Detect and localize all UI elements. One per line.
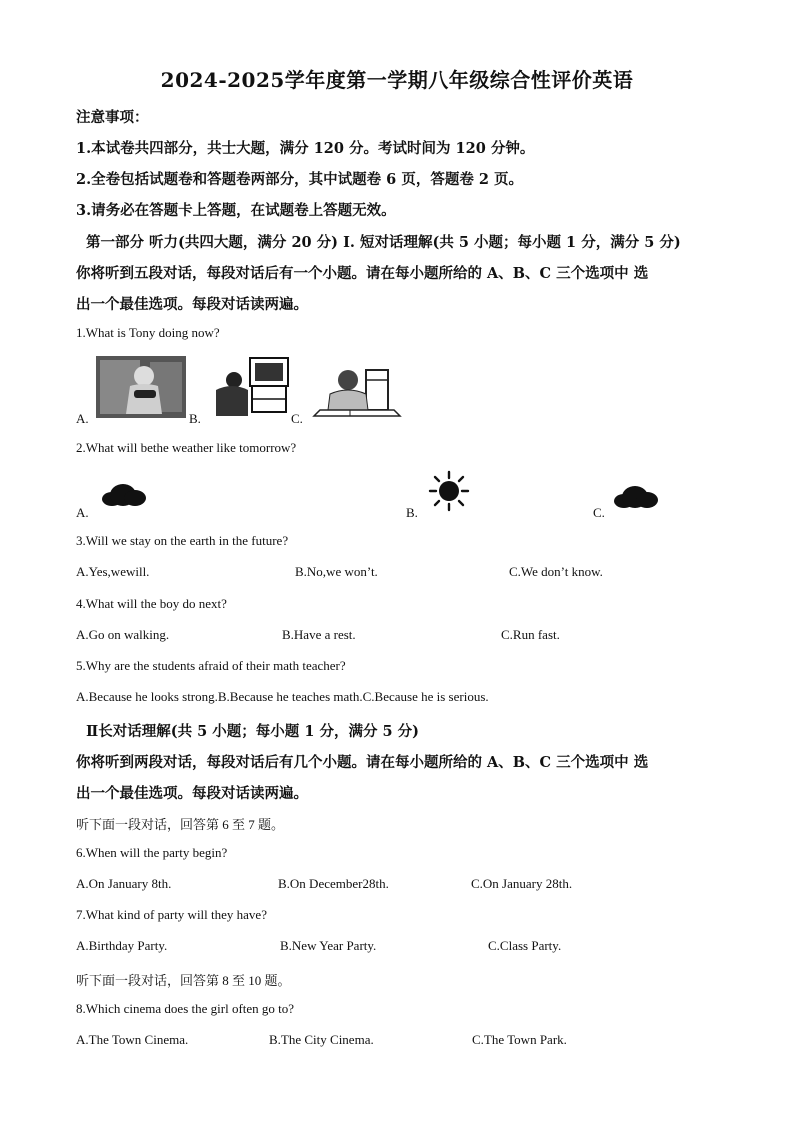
q4-option-c: C.Run fast. (501, 627, 560, 642)
q8-option-c: C.The Town Park. (472, 1032, 567, 1047)
cloud-icon (614, 486, 658, 508)
q5-options-line: A.Because he looks strong.B.Because he teaches math.C.Because he is serious. (76, 689, 489, 704)
question-5: 5.Why are the students afraid of their math teacher? (76, 658, 346, 673)
note-item-3: 3.请务必在答题卡上答题，在试题卷上答题无效。 (76, 202, 396, 219)
q1-option-b-label: B. (189, 411, 201, 426)
notes-heading: 注意事项： (76, 109, 149, 126)
question-3: 3.Will we stay on the earth in the future? (76, 533, 289, 548)
part2-instruction-line1: 你将听到两段对话，每段对话后有几个小题。请在每小题所给的 A、B、C 三个选项中 选 (76, 754, 649, 771)
boy-watching-tv-photo-icon (212, 354, 292, 418)
note-item-1: 1.本试卷共四部分，共士大题，满分 120 分。考试时间为 120 分钟。 (76, 140, 535, 157)
question-7: 7.What kind of party will they have? (76, 907, 267, 922)
q1-option-a-label: A. (76, 411, 89, 426)
q6-option-c: C.On January 28th. (471, 876, 573, 891)
question-6: 6.When will the party begin? (76, 845, 228, 860)
question-1: 1.What is Tony doing now? (76, 325, 220, 340)
q3-option-a: A.Yes,wewill. (76, 564, 150, 579)
part2-instruction-line2: 出一个最佳选项。每段对话读两遍。 (76, 785, 308, 802)
part1-instruction-line2: 出一个最佳选项。每段对话读两遍。 (76, 296, 308, 313)
q4-option-a: A.Go on walking. (76, 627, 170, 642)
q3-option-b: B.No,we won’t. (295, 564, 378, 579)
q7-option-a: A.Birthday Party. (76, 938, 168, 953)
q6-option-a: A.On January 8th. (76, 876, 172, 891)
q2-option-a-label: A. (76, 505, 89, 520)
sun-icon (428, 470, 470, 512)
dialogue-1-prompt: 听下面一段对话，回答第 6 至 7 题。 (76, 817, 285, 832)
dialogue-2-prompt: 听下面一段对话，回答第 8 至 10 题。 (76, 973, 291, 988)
q8-option-b: B.The City Cinema. (269, 1032, 374, 1047)
q8-option-a: A.The Town Cinema. (76, 1032, 189, 1047)
part1-instruction-line1: 你将听到五段对话，每段对话后有一个小题。请在每小题所给的 A、B、C 三个选项中 选 (76, 265, 649, 282)
q2-option-b-label: B. (406, 505, 418, 520)
q7-option-c: C.Class Party. (488, 938, 562, 953)
part1-header: 第一部分 听力(共四大题，满分 20 分) I. 短对话理解(共 5 小题；每小题 1 分，满分 5 分) (86, 234, 681, 251)
cloud-icon (102, 484, 146, 506)
q3-option-c: C.We don’t know. (509, 564, 603, 579)
note-item-2: 2.全卷包括试题卷和答题卷两部分，其中试题卷 6 页，答题卷 2 页。 (76, 171, 524, 188)
question-8: 8.Which cinema does the girl often go to? (76, 1001, 295, 1016)
page-title: 2024-2025学年度第一学期八年级综合性评价英语 (160, 68, 634, 92)
q7-option-b: B.New Year Party. (280, 938, 377, 953)
q1-option-c-label: C. (291, 411, 303, 426)
question-2: 2.What will bethe weather like tomorrow? (76, 440, 297, 455)
q6-option-b: B.On December28th. (278, 876, 389, 891)
boy-writing-homework-photo-icon (310, 364, 404, 420)
question-4: 4.What will the boy do next? (76, 596, 227, 611)
part2-header: Ⅱ长对话理解(共 5 小题；每小题 1 分，满分 5 分) (86, 723, 419, 740)
boy-playing-game-photo-icon (96, 356, 186, 418)
q4-option-b: B.Have a rest. (282, 627, 356, 642)
q2-option-c-label: C. (593, 505, 605, 520)
